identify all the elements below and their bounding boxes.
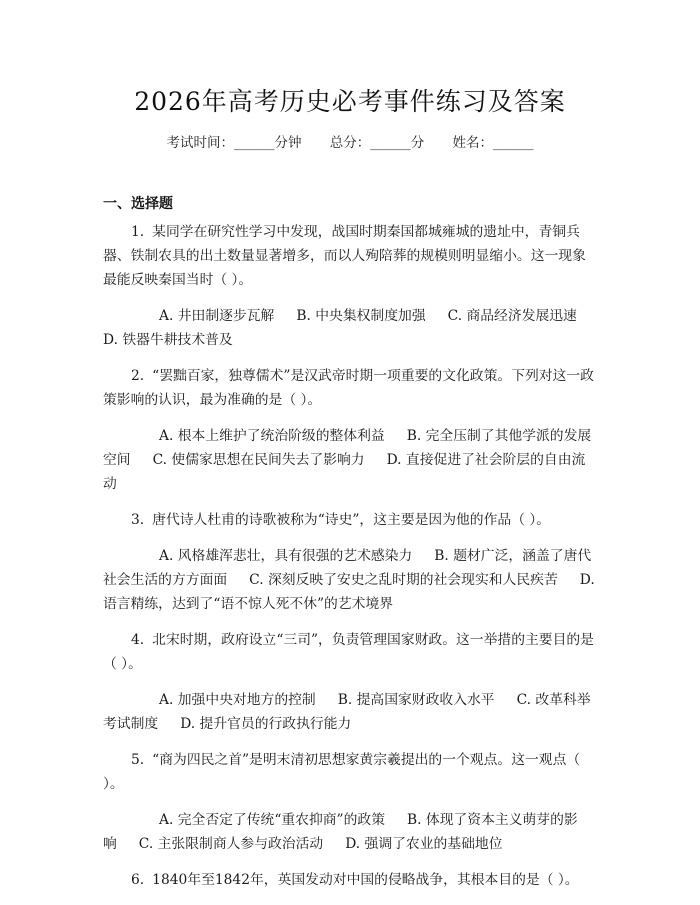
option-a: A. 完全否定了传统“重农抑商”的政策 [159,812,385,828]
question-options [103,424,599,496]
question-text: 1840年至1842年，英国发动对中国的侵略战争，其根本目的是（ ）。 [152,872,579,888]
total-score-field: 总分：______分 [329,135,425,151]
question-number: 1. [131,224,145,240]
question-text: 北宋时期，政府设立“三司”，负责管理国家财政。这一举措的主要目的是（ ）。 [103,632,594,672]
option-b: B. 中央集权制度加强 [296,308,426,324]
question-stem [103,364,599,412]
option-a: A. 井田制逐步瓦解 [159,308,275,324]
question-text: 唐代诗人杜甫的诗歌被称为“诗史”，这主要是因为他的作品（ ）。 [152,512,551,528]
question-list [103,220,599,904]
question-text: “商为四民之首”是明末清初思想家黄宗羲提出的一个观点。这一观点（ ）。 [103,752,581,792]
question-number: 5. [131,752,145,768]
option-a: A. 风格雄浑悲壮，具有很强的艺术感染力 [159,548,413,564]
option-d: D. 铁器牛耕技术普及 [103,332,233,348]
option-d: D. 直接促进了社会阶层的自由流动 [103,452,586,492]
option-d: D. 语言精练，达到了“语不惊人死不休”的艺术境界 [103,572,595,612]
question-text: 某同学在研究性学习中发现，战国时期秦国都城雍城的遗址中，青铜兵器、铁制农具的出土数量显著增多，而以人殉陪葬的规模则明显缩小。这一现象最能反映秦国当时（ ）。 [103,224,586,288]
question-stem [103,868,599,892]
option-a: A. 加强中央对地方的控制 [159,692,316,708]
option-d: D. 强调了农业的基础地位 [345,836,503,852]
exam-meta [0,131,700,151]
section-title: 一、选择题 [103,196,173,212]
question-number: 3. [131,512,145,528]
question-options [103,304,599,352]
question-number: 6. [131,872,145,888]
question-stem [103,220,599,292]
option-c: C. 主张限制商人参与政治活动 [138,836,324,852]
option-b: B. 题材广泛，涵盖了唐代社会生活的方方面面 [103,548,592,588]
question-stem [103,628,599,676]
page-title: 2026年高考历史必考事件练习及答案 [134,87,566,116]
option-b: B. 完全压制了其他学派的发展空间 [103,428,592,468]
option-a: A. 根本上维护了统治阶级的整体利益 [159,428,385,444]
question-stem [103,508,599,532]
question-options [103,808,599,856]
question-options [103,688,599,736]
option-c: C. 改革科举考试制度 [103,692,591,732]
option-c: C. 深刻反映了安史之乱时期的社会现实和人民疾苦 [249,572,558,588]
exam-time-field: 考试时间：______分钟 [166,135,302,151]
question-number: 4. [131,632,145,648]
question-stem [103,748,599,796]
question-options [103,544,599,616]
option-b: B. 体现了资本主义萌芽的影响 [103,812,578,852]
option-d: D. 提升官员的行政执行能力 [180,716,352,732]
option-c: C. 使儒家思想在民间失去了影响力 [152,452,365,468]
question-number: 2. [131,368,145,384]
option-b: B. 提高国家财政收入水平 [337,692,495,708]
option-c: C. 商品经济发展迅速 [447,308,577,324]
question-text: “罢黜百家，独尊儒术”是汉武帝时期一项重要的文化政策。下列对这一政策影响的认识，最为准确的是（ ）。 [103,368,594,408]
student-name-field: 姓名：______ [452,135,534,151]
